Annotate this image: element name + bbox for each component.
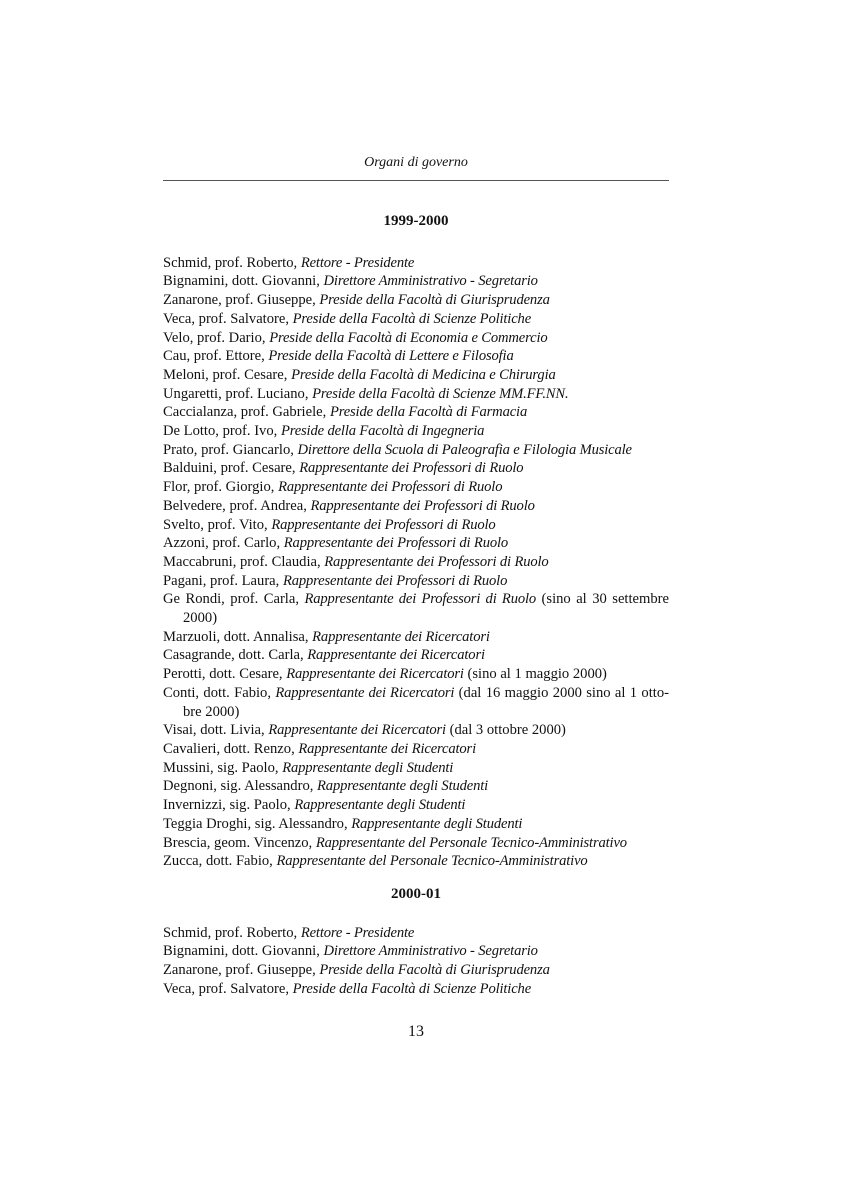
list-item	[163, 646, 669, 665]
entry-name: Svelto, prof. Vito,	[163, 516, 272, 533]
entry-name: Schmid, prof. Roberto,	[163, 924, 301, 941]
entry-name: Degnoni, sig. Alessandro,	[163, 778, 318, 795]
entry-name: Veca, prof. Salvatore,	[163, 980, 293, 997]
entry-role: Rappresentante dei Professori di Ruolo	[271, 516, 496, 533]
entry-note: (sino al 30 settembre 2000)	[183, 591, 669, 627]
entry-name: Ungaretti, prof. Luciano,	[163, 385, 313, 402]
list-item	[163, 329, 669, 348]
list-item	[163, 459, 669, 478]
entry-name: Casagrande, dott. Carla,	[163, 647, 308, 664]
entry-name: Mussini, sig. Paolo,	[163, 759, 283, 776]
entry-role: Rappresentante dei Ricercatori	[286, 666, 464, 683]
list-item	[163, 961, 669, 980]
entry-name: Cavalieri, dott. Renzo,	[163, 740, 299, 757]
list-item	[163, 834, 669, 853]
list-item	[163, 942, 669, 961]
entry-role: Preside della Facoltà di Economia e Commercio	[269, 329, 548, 346]
list-item	[163, 254, 669, 273]
list-item	[163, 796, 669, 815]
entry-role: Rappresentante degli Studenti	[294, 797, 466, 814]
entry-role: Direttore Amministrativo - Segretario	[323, 943, 538, 960]
entry-role: Preside della Facoltà di Scienze Politiche	[292, 980, 532, 997]
list-item	[163, 553, 669, 572]
entry-name: Marzuoli, dott. Annalisa,	[163, 628, 313, 645]
entry-name: Bignamini, dott. Giovanni,	[163, 273, 324, 290]
entry-name: De Lotto, prof. Ivo,	[163, 423, 281, 440]
list-item	[163, 721, 669, 740]
entry-name: Bignamini, dott. Giovanni,	[163, 943, 324, 960]
entry-note: (dal 16 maggio 2000 sino al 1 ottobre 2000)	[183, 684, 669, 720]
entry-name: Maccabruni, prof. Claudia,	[163, 553, 325, 570]
entry-name: Flor, prof. Giorgio,	[163, 479, 279, 496]
entry-name: Invernizzi, sig. Paolo,	[163, 797, 295, 814]
entry-name: Caccialanza, prof. Gabriele,	[163, 404, 330, 421]
entry-role: Rappresentante del Personale Tecnico-Amministrativo	[315, 834, 627, 851]
page-body	[163, 212, 669, 998]
entry-name: Zanarone, prof. Giuseppe,	[163, 962, 320, 979]
list-item	[163, 310, 669, 329]
entry-role: Preside della Facoltà di Scienze MM.FF.NN.	[312, 385, 569, 402]
entry-role: Rettore - Presidente	[300, 254, 415, 271]
entry-role: Preside della Facoltà di Farmacia	[329, 404, 528, 421]
entry-role: Rappresentante dei Professori di Ruolo	[283, 535, 509, 552]
entry-role: Rappresentante dei Professori di Ruolo	[304, 591, 537, 608]
entry-role: Rappresentante dei Professori di Ruolo	[310, 497, 535, 514]
entry-name: Prato, prof. Giancarlo,	[163, 441, 298, 458]
entry-role: Rappresentante degli Studenti	[317, 778, 489, 795]
entry-role: Preside della Facoltà di Scienze Politiche	[292, 310, 532, 327]
entry-role: Rappresentante dei Ricercatori	[298, 740, 476, 757]
entry-name: Brescia, geom. Vincenzo,	[163, 834, 316, 851]
entry-role: Direttore Amministrativo - Segretario	[323, 273, 538, 290]
list-item	[163, 403, 669, 422]
entry-name: Teggia Droghi, sig. Alessandro,	[163, 815, 352, 832]
list-item	[163, 572, 669, 591]
list-item	[163, 980, 669, 999]
entry-role: Preside della Facoltà di Giurisprudenza	[319, 292, 550, 309]
list-item	[163, 366, 669, 385]
list-item	[163, 347, 669, 366]
entry-role: Rappresentante dei Ricercatori	[307, 647, 485, 664]
entry-role: Rettore - Presidente	[300, 924, 415, 941]
running-head: Organi di governo	[364, 155, 468, 170]
entry-name: Pagani, prof. Laura,	[163, 572, 283, 589]
list-item	[163, 684, 669, 721]
entry-name: Schmid, prof. Roberto,	[163, 254, 301, 271]
entry-name: Cau, prof. Ettore,	[163, 348, 269, 365]
list-item	[163, 497, 669, 516]
section-title-1999-2000: 1999-2000	[383, 213, 449, 229]
entry-note: (sino al 1 maggio 2000)	[463, 666, 607, 683]
entry-role: Rappresentante dei Professori di Ruolo	[299, 460, 524, 477]
list-item	[163, 291, 669, 310]
entry-role: Rappresentante dei Ricercatori	[268, 722, 446, 739]
list-item	[163, 665, 669, 684]
list-item	[163, 628, 669, 647]
entry-name: Zanarone, prof. Giuseppe,	[163, 292, 320, 309]
entry-name: Velo, prof. Dario,	[163, 329, 270, 346]
entry-name: Zucca, dott. Fabio,	[163, 853, 277, 870]
page-number: 13	[408, 1023, 424, 1040]
entry-name: Azzoni, prof. Carlo,	[163, 535, 284, 552]
entry-name: Meloni, prof. Cesare,	[163, 366, 292, 383]
entry-role: Rappresentante dei Professori di Ruolo	[324, 553, 549, 570]
list-item	[163, 478, 669, 497]
entry-note: (dal 3 ottobre 2000)	[445, 722, 566, 739]
entry-role: Rappresentante dei Ricercatori	[275, 684, 455, 701]
list-item	[163, 516, 669, 535]
list-item	[163, 924, 669, 943]
entry-role: Direttore della Scuola di Paleografia e Filologia Musicale	[297, 441, 632, 458]
section-title-2000-01: 2000-01	[391, 885, 441, 902]
entry-role: Preside della Facoltà di Ingegneria	[280, 423, 485, 440]
entry-list-1999-2000	[163, 254, 669, 871]
list-item	[163, 759, 669, 778]
list-item	[163, 534, 669, 553]
entry-role: Rappresentante degli Studenti	[282, 759, 454, 776]
list-item	[163, 441, 669, 460]
entry-role: Preside della Facoltà di Lettere e Filosofia	[268, 348, 514, 365]
list-item	[163, 777, 669, 796]
entry-list-2000-01	[163, 924, 669, 999]
list-item	[163, 422, 669, 441]
list-item	[163, 272, 669, 291]
entry-role: Rappresentante del Personale Tecnico-Amministrativo	[276, 853, 588, 870]
list-item	[163, 590, 669, 627]
entry-name: Ge Rondi, prof. Carla,	[163, 591, 305, 608]
entry-name: Visai, dott. Livia,	[163, 722, 269, 739]
list-item	[163, 815, 669, 834]
entry-role: Rappresentante degli Studenti	[351, 815, 523, 832]
entry-role: Rappresentante dei Professori di Ruolo	[282, 572, 508, 589]
entry-name: Conti, dott. Fabio,	[163, 684, 276, 701]
header-rule	[163, 180, 669, 181]
entry-role: Rappresentante dei Ricercatori	[312, 628, 490, 645]
entry-name: Veca, prof. Salvatore,	[163, 310, 293, 327]
entry-role: Preside della Facoltà di Giurisprudenza	[319, 962, 550, 979]
entry-name: Belvedere, prof. Andrea,	[163, 497, 311, 514]
entry-role: Preside della Facoltà di Medicina e Chirurgia	[291, 366, 556, 383]
entry-name: Perotti, dott. Cesare,	[163, 666, 287, 683]
list-item	[163, 740, 669, 759]
entry-role: Rappresentante dei Professori di Ruolo	[278, 479, 503, 496]
list-item	[163, 852, 669, 871]
list-item	[163, 385, 669, 404]
entry-name: Balduini, prof. Cesare,	[163, 460, 300, 477]
